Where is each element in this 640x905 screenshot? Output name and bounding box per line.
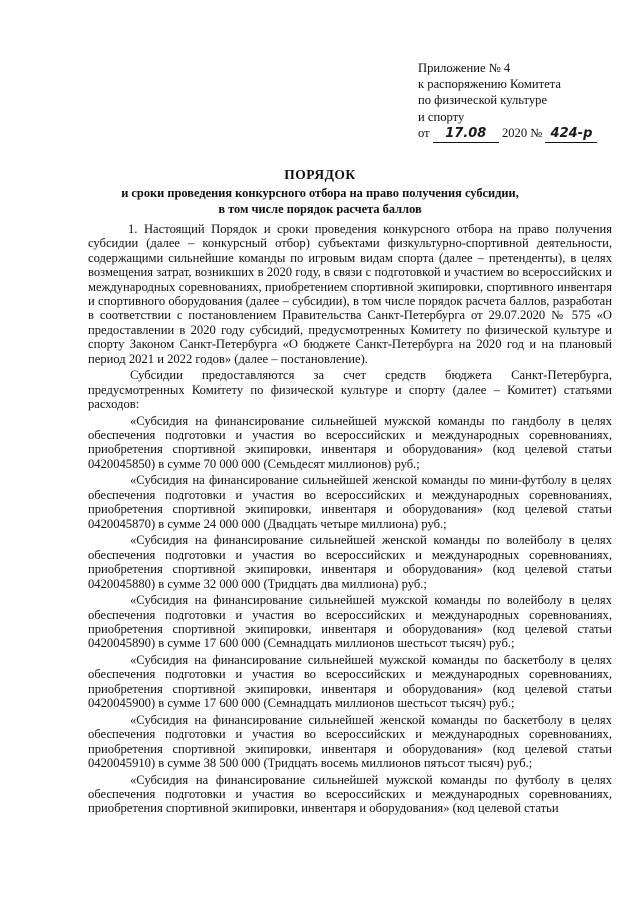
document-body [88,222,612,818]
paragraph-1: 1. Настоящий Порядок и сроки проведения конкурсного отбора на право получения субсидии (далее – конкурсный отбор) субъектами физкультурно-спортивной деятельности, содержащими сильнейшие команды по игровым видам спорта (далее – претенденты), в целях возмещения затрат, возникших в 2020 году, в связи с подготовкой и участием во всероссийских и международных соревнованиях, приобретением спортивной экипировки, спортивного инвентаря и спортивного оборудования (далее – субсидии), в том числе порядок расчета баллов, разработан в соответствии с постановлением Правительства Санкт-Петербурга от 29.07.2020 № 575 «О предоставлении в 2020 году субсидий, предусмотренных Комитету по физической культуре и спорту Законом Санкт-Петербурга «О бюджете Санкт-Петербурга на 2020 год и на плановый период 2021 и 2022 годов» (далее – постановление). [88,222,612,366]
appendix-committee-line-2: и спорту [418,109,465,124]
paragraph-3: «Субсидия на финансирование сильнейшей мужской команды по гандболу в целях обеспечения подготовки и участия во всероссийских и международных соревнованиях, приобретения спортивной экипировки, инвентаря и оборудования» (код целевой статьи 0420045850) в сумме 70 000 000 (Семьдесят миллионов) руб.; [88,413,612,471]
date-prefix: от [418,125,430,140]
document-title-block [60,166,580,217]
year-and-number-label: 2020 № [501,125,543,140]
document-subtitle-line-1: и сроки проведения конкурсного отбора на право получения субсидии, [121,186,519,200]
appendix-order-ref: к распоряжению Комитета [418,77,561,92]
document-title: ПОРЯДОК [284,167,356,182]
appendix-date-line [418,125,628,143]
paragraph-8: «Субсидия на финансирование сильнейшей женской команды по баскетболу в целях обеспечения подготовки и участия во всероссийских и международных соревнованиях, приобретения спортивной экипировки, инвентаря и оборудования» (код целевой статьи 0420045910) в сумме 38 500 000 (Тридцать восемь миллионов пятьсот тысяч) руб.; [88,712,612,770]
appendix-number: Приложение № 4 [418,61,511,75]
paragraph-5: «Субсидия на финансирование сильнейшей женской команды по волейболу в целях обеспечения подготовки и участия во всероссийских и международных соревнованиях, приобретения спортивной экипировки, инвентаря и оборудования» (код целевой статьи 0420045880) в сумме 32 000 000 (Тридцать два миллиона) руб.; [88,533,612,591]
paragraph-2: Субсидии предоставляются за счет средств бюджета Санкт-Петербурга, предусмотренных Комитету по физической культуре и спорту (далее – Комитет) статьями расходов: [88,368,612,412]
handwritten-date: 17.08 [433,126,499,143]
paragraph-7: «Субсидия на финансирование сильнейшей мужской команды по баскетболу в целях обеспечения подготовки и участия во всероссийских и международных соревнованиях, приобретения спортивной экипировки, инвентаря и оборудования» (код целевой статьи 0420045900) в сумме 17 600 000 (Семнадцать миллионов шестьсот тысяч) руб.; [88,652,612,711]
appendix-header [418,60,628,143]
appendix-committee-line: по физической культуре [418,93,548,108]
paragraph-6: «Субсидия на финансирование сильнейшей мужской команды по волейболу в целях обеспечения подготовки и участия во всероссийских и международных соревнованиях, приобретения спортивной экипировки, инвентаря и оборудования» (код целевой статьи 0420045890) в сумме 17 600 000 (Семнадцать миллионов шестьсот тысяч) руб.; [88,593,612,651]
paragraph-9: «Субсидия на финансирование сильнейшей мужской команды по футболу в целях обеспечения подготовки и участия во всероссийских и международных соревнованиях, приобретения спортивной экипировки, инвентаря и оборудования» (код целевой статьи [88,772,612,816]
handwritten-number: 424-р [545,126,597,143]
document-subtitle-line-2: в том числе порядок расчета баллов [218,201,422,216]
paragraph-4: «Субсидия на финансирование сильнейшей женской команды по мини-футболу в целях обеспечения подготовки и участия во всероссийских и международных соревнованиях, приобретения спортивной экипировки, инвентаря и оборудования» (код целевой статьи 0420045870) в сумме 24 000 000 (Двадцать четыре миллиона) руб.; [88,473,612,531]
